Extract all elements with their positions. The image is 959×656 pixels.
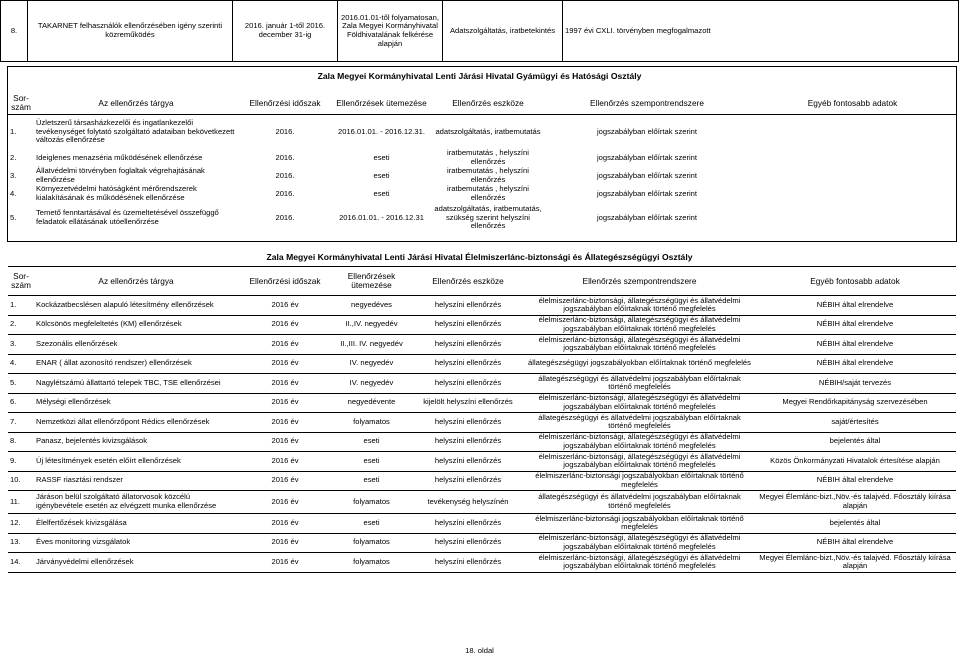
section2-title: Zala Megyei Kormányhivatal Lenti Járási Hivatal Élelmiszerlánc-biztonsági és Állategészségügyi Osztály xyxy=(266,252,693,262)
row-criteria: élelmiszerlánc-biztonsági, állategészségügyi és állatvédelmi jogszabályban előírtaknak történő megfelelés xyxy=(525,393,754,413)
row-other: NÉBIH által elrendelve xyxy=(754,471,956,491)
row-number: 3. xyxy=(8,335,34,355)
row-number: 2. xyxy=(8,315,34,335)
table-header-row xyxy=(8,92,956,115)
row-number: 9. xyxy=(8,452,34,472)
section2-table xyxy=(8,266,956,573)
row-subject: Élelfertőzések kivizsgálása xyxy=(34,514,238,534)
row-schedule: folyamatos xyxy=(332,533,411,553)
row-tools: Adatszolgáltatás, iratbetekintés xyxy=(443,1,563,62)
table-row xyxy=(8,296,956,316)
row-subject: Temető fenntartásával és üzemeltetésével összefüggő feladatok ellátásának utóellenőrzése xyxy=(36,208,219,226)
header-criteria: Ellenőrzés szempontrendszere xyxy=(525,267,754,296)
header-period: Ellenőrzési időszak xyxy=(238,267,332,296)
section1-table xyxy=(8,92,956,233)
row-period: 2016 év xyxy=(238,374,332,394)
row-schedule: eseti xyxy=(332,452,411,472)
row-subject: Új létesítmények esetén előírt ellenőrzések xyxy=(34,452,238,472)
table-row xyxy=(8,185,956,203)
header-tools: Ellenőrzés eszköze xyxy=(431,92,545,115)
row-period: 2016. xyxy=(275,126,295,136)
row-schedule: folyamatos xyxy=(332,413,411,433)
row-tools: helyszíni ellenőrzés xyxy=(411,553,525,573)
page-number: 18. oldal xyxy=(465,646,494,655)
row-schedule: 2016.01.01. - 2016.12.31. xyxy=(338,126,425,136)
table-row xyxy=(8,553,956,573)
row-period: 2016 év xyxy=(238,553,332,573)
row-number: 5. xyxy=(10,212,17,222)
row-schedule: negyedévente xyxy=(332,393,411,413)
row-tools: helyszíni ellenőrzés xyxy=(411,296,525,316)
row-subject: Kockázatbecslésen alapuló létesítmény ellenőrzések xyxy=(34,296,238,316)
row-subject: TAKARNET felhasználók ellenőrzésében igény szerinti közreműködés xyxy=(28,1,233,62)
row-criteria: élelmiszerlánc-biztonsági, állategészségügyi és állatvédelmi jogszabályban előírtaknak történő megfelelés xyxy=(525,432,754,452)
row-period: 2016 év xyxy=(238,335,332,355)
row-tools: adatszolgáltatás, iratbemutatás, szükség szerint helyszíni ellenőrzés xyxy=(434,204,542,231)
row-tools: helyszíni ellenőrzés xyxy=(411,533,525,553)
row-subject: Járványvédelmi ellenőrzések xyxy=(34,553,238,573)
row-tools: iratbemutatás , helyszíni ellenőrzés xyxy=(447,184,529,202)
row-number: 7. xyxy=(8,413,34,433)
row-schedule: eseti xyxy=(373,152,390,162)
header-tools: Ellenőrzés eszköze xyxy=(411,267,525,296)
row-other xyxy=(749,167,956,185)
row-number: 12. xyxy=(8,514,34,534)
previous-section-table xyxy=(0,0,959,62)
header-num: Sor-szám xyxy=(8,92,34,115)
row-schedule: IV. negyedév xyxy=(332,374,411,394)
row-other xyxy=(749,149,956,167)
table-row xyxy=(8,514,956,534)
row-number: 8. xyxy=(8,432,34,452)
row-tools: helyszíni ellenőrzés xyxy=(411,471,525,491)
header-other: Egyéb fontosabb adatok xyxy=(749,92,956,115)
header-period: Ellenőrzési időszak xyxy=(238,92,332,115)
row-other: bejelentés által xyxy=(754,514,956,534)
row-schedule: II.,IV. negyedév xyxy=(332,315,411,335)
row-criteria: élelmiszerlánc-biztonsági, állategészségügyi és állatvédelmi jogszabályban előírtaknak történő megfelelés xyxy=(525,553,754,573)
row-criteria: élelmiszerlánc-biztonsági, állategészségügyi és állatvédelmi jogszabályban előírtaknak történő megfelelés xyxy=(525,533,754,553)
row-schedule: II.,III. IV. negyedév xyxy=(332,335,411,355)
row-period: 2016 év xyxy=(238,315,332,335)
row-schedule: eseti xyxy=(332,514,411,534)
row-other xyxy=(749,203,956,233)
row-other: Megyei Élemlánc-bizt.,Növ.-és talajvéd. Főosztály kiírása alapján xyxy=(754,491,956,514)
row-tools: iratbemutatás , helyszíni ellenőrzés xyxy=(447,148,529,166)
row-criteria: jogszabályban előírtak szerint xyxy=(596,126,698,136)
row-other: NÉBIH által elrendelve xyxy=(754,315,956,335)
table-row xyxy=(8,432,956,452)
row-subject: Környezetvédelmi hatóságként mérőrendszerek kialakításának és működésének ellenőrzése xyxy=(36,184,197,202)
row-period: 2016 év xyxy=(238,514,332,534)
header-num: Sor-szám xyxy=(8,267,34,296)
header-schedule: Ellenőrzések ütemezése xyxy=(332,92,431,115)
header-schedule: Ellenőrzések ütemezése xyxy=(332,267,411,296)
row-period: 2016. xyxy=(275,170,295,180)
row-criteria: élelmiszerlánc-biztonsági, állategészségügyi és állatvédelmi jogszabályban előírtaknak történő megfelelés xyxy=(525,335,754,355)
row-number: 1. xyxy=(10,126,17,136)
row-number: 4. xyxy=(8,354,34,374)
row-tools: kijelölt helyszíni ellenőrzés xyxy=(411,393,525,413)
row-subject: RASSF riasztási rendszer xyxy=(34,471,238,491)
row-period: 2016 év xyxy=(238,354,332,374)
row-number: 4. xyxy=(10,188,17,198)
row-period: 2016 év xyxy=(238,452,332,472)
table-row xyxy=(8,315,956,335)
row-period: 2016. xyxy=(275,188,295,198)
row-criteria: élelmiszerlánc-biztonsági, állategészségügyi és állatvédelmi jogszabályban előírtaknak történő megfelelés xyxy=(525,452,754,472)
row-schedule: folyamatos xyxy=(332,553,411,573)
row-number: 8. xyxy=(1,1,28,62)
row-schedule: IV. negyedév xyxy=(332,354,411,374)
table-row xyxy=(1,1,959,62)
row-other: bejelentés által xyxy=(754,432,956,452)
row-criteria: élelmiszerlánc-biztonsági, állategészségügyi és állatvédelmi jogszabályban előírtaknak történő megfelelés xyxy=(525,315,754,335)
row-criteria: élelmiszerlánc-biztonsági jogszabályokban előírtaknak történő megfelelés xyxy=(525,514,754,534)
row-criteria: állategészségügyi jogszabályokban előírtaknak történő megfelelés xyxy=(525,354,754,374)
row-criteria: jogszabályban előírtak szerint xyxy=(596,212,698,222)
row-schedule: eseti xyxy=(373,170,390,180)
row-criteria: állategészségügyi és állatvédelmi jogszabályban előírtaknak történő megfelelés xyxy=(525,413,754,433)
row-schedule: 2016.01.01-től folyamatosan, Zala Megyei Kormányhivatal Földhivatalának felkérése alapján xyxy=(338,1,443,62)
row-other: NÉBIH által elrendelve xyxy=(754,533,956,553)
row-number: 5. xyxy=(8,374,34,394)
table-row xyxy=(8,393,956,413)
table-row xyxy=(8,491,956,514)
table-row xyxy=(8,149,956,167)
row-period: 2016. xyxy=(275,152,295,162)
row-period: 2016 év xyxy=(238,413,332,433)
row-criteria: állategészségügyi és állatvédelmi jogszabályban előírtaknak történő megfelelés xyxy=(525,491,754,514)
header-criteria: Ellenőrzés szempontrendszere xyxy=(545,92,749,115)
row-number: 1. xyxy=(8,296,34,316)
row-period: 2016 év xyxy=(238,471,332,491)
row-criteria: állategészségügyi és állatvédelmi jogszabályban előírtaknak történő megfelelés xyxy=(525,374,754,394)
row-schedule: folyamatos xyxy=(332,491,411,514)
row-period: 2016 év xyxy=(238,296,332,316)
row-number: 13. xyxy=(8,533,34,553)
row-subject: Állatvédelmi törvényben foglaltak végrehajtásának ellenőrzése xyxy=(36,166,205,184)
row-number: 6. xyxy=(8,393,34,413)
row-period: 2016 év xyxy=(238,491,332,514)
row-other: Megyei Rendőrkapitányság szervezésében xyxy=(754,393,956,413)
row-tools: tevékenység helyszínén xyxy=(411,491,525,514)
row-subject: Ideiglenes menazséria működésének ellenőrzése xyxy=(36,152,203,162)
row-other: saját/értesítés xyxy=(754,413,956,433)
row-schedule: 2016.01.01. - 2016.12.31 xyxy=(339,212,424,222)
row-tools: adatszolgáltatás, iratbemutatás xyxy=(435,126,541,136)
row-number: 2. xyxy=(10,152,17,162)
row-subject: Mélységi ellenőrzések xyxy=(34,393,238,413)
table-row xyxy=(8,335,956,355)
table-row xyxy=(8,471,956,491)
row-subject: Éves monitoring vizsgálatok xyxy=(34,533,238,553)
row-subject: Szezonális ellenőrzések xyxy=(34,335,238,355)
row-tools: helyszíni ellenőrzés xyxy=(411,413,525,433)
row-subject: Kölcsönös megfeleltetés (KM) ellenőrzések xyxy=(34,315,238,335)
row-number: 11. xyxy=(8,491,34,514)
row-subject: Üzletszerű társasházkezelői és ingatlankezelői tevékenységet folytató szolgáltató adataiban bekövetkezett változás ellenőrzése xyxy=(36,118,235,145)
table-row xyxy=(8,203,956,233)
table-row xyxy=(8,374,956,394)
row-other: Megyei Élemlánc-bizt.,Növ.-és talajvéd. Főosztály kiírása alapján xyxy=(754,553,956,573)
row-schedule: eseti xyxy=(332,432,411,452)
header-subject: Az ellenőrzés tárgya xyxy=(34,267,238,296)
row-period: 2016. xyxy=(275,212,295,222)
table-row xyxy=(8,533,956,553)
row-tools: helyszíni ellenőrzés xyxy=(411,335,525,355)
row-period: 2016 év xyxy=(238,432,332,452)
row-other: NÉBIH által elrendelve xyxy=(754,354,956,374)
row-criteria: élelmiszerlánc-biztonsági jogszabályokban előírtaknak történő megfelelés xyxy=(525,471,754,491)
section1-title: Zala Megyei Kormányhivatal Lenti Járási Hivatal Gyámügyi és Hatósági Osztály xyxy=(317,71,642,81)
row-subject: Panasz, bejelentés kivizsgálások xyxy=(34,432,238,452)
row-criteria: jogszabályban előírtak szerint xyxy=(596,188,698,198)
table-row xyxy=(8,115,956,150)
row-period: 2016 év xyxy=(238,393,332,413)
row-subject: Nemzetközi állat ellenőrzőpont Rédics ellenőrzések xyxy=(34,413,238,433)
row-other: NÉBIH/saját tervezés xyxy=(754,374,956,394)
row-other xyxy=(749,115,956,150)
table-row xyxy=(8,354,956,374)
row-subject: Nagylétszámú állattartó telepek TBC, TSE ellenőrzései xyxy=(34,374,238,394)
row-tools: helyszíni ellenőrzés xyxy=(411,315,525,335)
row-tools: helyszíni ellenőrzés xyxy=(411,452,525,472)
row-schedule: negyedéves xyxy=(332,296,411,316)
row-number: 14. xyxy=(8,553,34,573)
row-schedule: eseti xyxy=(332,471,411,491)
row-period: 2016. január 1-től 2016. december 31-ig xyxy=(233,1,338,62)
row-criteria: 1997 évi CXLI. törvényben megfogalmazott xyxy=(563,1,959,62)
table-row xyxy=(8,167,956,185)
row-number: 10. xyxy=(8,471,34,491)
row-tools: iratbemutatás , helyszíni ellenőrzés xyxy=(447,166,529,184)
row-criteria: élelmiszerlánc-biztonsági, állategészségügyi és állatvédelmi jogszabályban előírtaknak történő megfelelés xyxy=(525,296,754,316)
row-other: NÉBIH által elrendelve xyxy=(754,335,956,355)
row-tools: helyszíni ellenőrzés xyxy=(411,514,525,534)
row-schedule: eseti xyxy=(373,188,390,198)
row-subject: ENAR ( állat azonosító rendszer) ellenőrzések xyxy=(34,354,238,374)
row-tools: helyszíni ellenőrzés xyxy=(411,374,525,394)
row-subject: Járáson belül szolgáltató állatorvosok közcélú igénybevétele esetén az elvégzett munka ellenőrzése xyxy=(34,491,238,514)
table-row xyxy=(8,413,956,433)
row-tools: helyszíni ellenőrzés xyxy=(411,354,525,374)
table-header-row xyxy=(8,267,956,296)
row-other: NÉBIH által elrendelve xyxy=(754,296,956,316)
header-subject: Az ellenőrzés tárgya xyxy=(34,92,238,115)
row-number: 3. xyxy=(10,170,17,180)
row-criteria: jogszabályban előírtak szerint xyxy=(596,170,698,180)
header-other: Egyéb fontosabb adatok xyxy=(754,267,956,296)
row-other xyxy=(749,185,956,203)
row-other: Közös Önkormányzati Hivatalok értesítése alapján xyxy=(754,452,956,472)
row-period: 2016 év xyxy=(238,533,332,553)
table-row xyxy=(8,452,956,472)
row-tools: helyszíni ellenőrzés xyxy=(411,432,525,452)
row-criteria: jogszabályban előírtak szerint xyxy=(596,152,698,162)
